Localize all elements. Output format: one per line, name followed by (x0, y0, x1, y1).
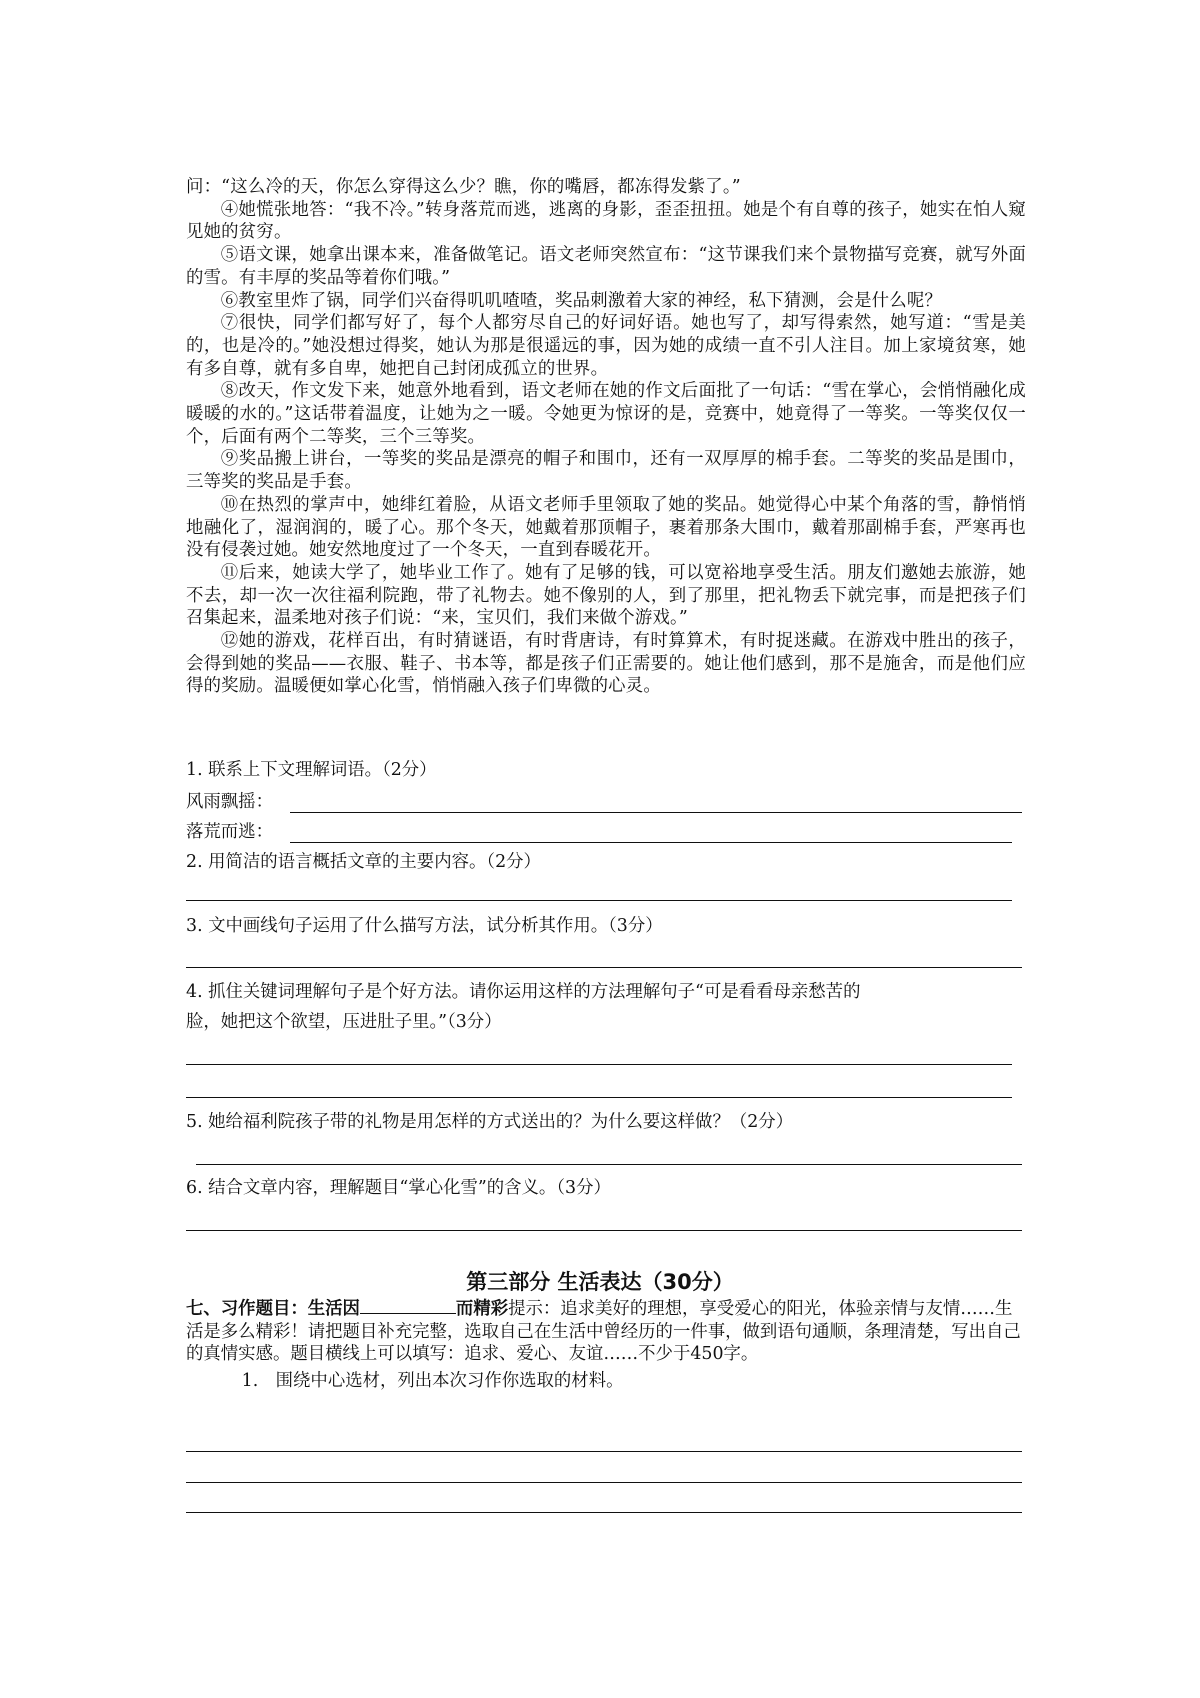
material-line-2[interactable] (186, 1482, 1022, 1483)
answer-line-q4-1[interactable] (186, 1064, 1012, 1065)
material-line-3[interactable] (186, 1512, 1022, 1513)
composition-section (186, 1298, 1026, 1392)
passage-paragraph-7: ⑦很快，同学们都写好了，每个人都穷尽自己的好词好语。她也写了，却写得索然，她写道：“雪是美的，也是冷的。”她没想过得奖，她认为那是很遥远的事，因为她的成绩一直不引人注目。加上家境贫寒，她有多自尊，就有多自卑，她把自己封闭成孤立的世界。 (186, 313, 1026, 379)
answer-line-q2[interactable] (186, 900, 1012, 901)
material-question: 1. 围绕中心选材，列出本次习作你选取的材料。 (241, 1370, 624, 1391)
passage-paragraph-5: ⑤语文课，她拿出课本来，准备做笔记。语文老师突然宣布：“这节课我们来个景物描写竞赛，就写外面的雪。有丰厚的奖品等着你们哦。” (186, 245, 1026, 288)
composition-hint: 提示：追求美好的理想，享受爱心的阳光，体验亲情与友情……生活是多么精彩！请把题目补充完整，选取自己在生活中曾经历的一件事，做到语句通顺，条理清楚，写出自己的真情实感。题目横线上可以填写：追求、爱心、友谊……不少于450字。 (186, 1299, 1021, 1364)
answer-line-q5[interactable] (196, 1164, 1022, 1165)
passage-paragraph-10: ⑩在热烈的掌声中，她绯红着脸，从语文老师手里领取了她的奖品。她觉得心中某个角落的雪，静悄悄地融化了，湿润润的，暖了心。那个冬天，她戴着那顶帽子，裹着那条大围巾，戴着那副棉手套，严寒再也没有侵袭过她。她安然地度过了一个冬天，一直到春暖花开。 (186, 494, 1026, 561)
passage-paragraph-4: ④她慌张地答：“我不冷。”转身落荒而逃，逃离的身影，歪歪扭扭。她是个有自尊的孩子，她实在怕人窥见她的贫穷。 (186, 199, 1026, 243)
reading-passage (186, 176, 1026, 698)
passage-paragraph-9: ⑨奖品搬上讲台，一等奖的奖品是漂亮的帽子和围巾，还有一双厚厚的棉手套。二等奖的奖品是围巾，三等奖的奖品是手套。 (186, 449, 1026, 493)
question-5: 5. 她给福利院孩子带的礼物是用怎样的方式送出的？为什么要这样做？（2分） (186, 1112, 794, 1132)
question-4-line-1: 4. 抓住关键词理解句子是个好方法。请你运用这样的方法理解句子“可是看看母亲愁苦的 (186, 982, 861, 1002)
material-line-1[interactable] (186, 1451, 1022, 1452)
question-6: 6. 结合文章内容，理解题目“掌心化雪”的含义。（3分） (186, 1178, 611, 1198)
answer-line-word-2[interactable] (290, 842, 1012, 843)
answer-line-q3[interactable] (186, 967, 1022, 968)
answer-line-q6[interactable] (186, 1230, 1022, 1231)
composition-prompt (186, 1298, 1026, 1366)
answer-line-word-1[interactable] (290, 812, 1022, 813)
passage-paragraph-12: ⑫她的游戏，花样百出，有时猜谜语，有时背唐诗，有时算算术，有时捉迷藏。在游戏中胜出的孩子，会得到她的奖品——衣服、鞋子、书本等，都是孩子们正需要的。她让他们感到，那不是施舍，而是他们应得的奖励。温暖便如掌心化雪，悄悄融入孩子们卑微的心灵。 (186, 631, 1026, 697)
passage-paragraph-6: ⑥教室里炸了锅，同学们兴奋得叽叽喳喳，奖品刺激着大家的神经，私下猜测，会是什么呢？ (220, 290, 943, 311)
title-blank[interactable] (360, 1299, 456, 1314)
answer-line-q4-2[interactable] (186, 1097, 1012, 1098)
part-three-title: 第三部分 生活表达（30分） (466, 1270, 734, 1294)
composition-heading-prefix: 七、习作题目：生活因 (186, 1299, 360, 1319)
passage-paragraph-3-end: 问：“这么冷的天，你怎么穿得这么少？瞧，你的嘴唇，都冻得发紫了。” (186, 177, 741, 197)
question-4-line-2: 脸，她把这个欲望，压进肚子里。”（3分） (186, 1012, 502, 1032)
passage-paragraph-8: ⑧改天，作文发下来，她意外地看到，语文老师在她的作文后面批了一句话：“雪在掌心，会悄悄融化成暖暖的水的。”这话带着温度，让她为之一暖。令她更为惊讶的是，竞赛中，她竟得了一等奖。一等奖仅仅一个，后面有两个二等奖，三个三等奖。 (186, 381, 1026, 447)
passage-paragraph-11: ⑪后来，她读大学了，她毕业工作了。她有了足够的钱，可以宽裕地享受生活。朋友们邀她去旅游，她不去，却一次一次往福利院跑，带了礼物去。她不像别的人，到了那里，把礼物丢下就完事，而是把孩子们召集起来，温柔地对孩子们说：“来，宝贝们，我们来做个游戏。” (186, 562, 1026, 629)
question-3: 3. 文中画线句子运用了什么描写方法，试分析其作用。（3分） (186, 916, 663, 936)
question-1: 1. 联系上下文理解词语。（2分） (186, 760, 437, 780)
composition-heading-suffix: 而精彩 (455, 1299, 509, 1319)
word-label-luohuangertao: 落荒而逃： (186, 822, 273, 842)
word-label-fengyupiaoyao: 风雨飘摇： (186, 792, 273, 812)
question-2: 2. 用简洁的语言概括文章的主要内容。（2分） (186, 852, 541, 872)
